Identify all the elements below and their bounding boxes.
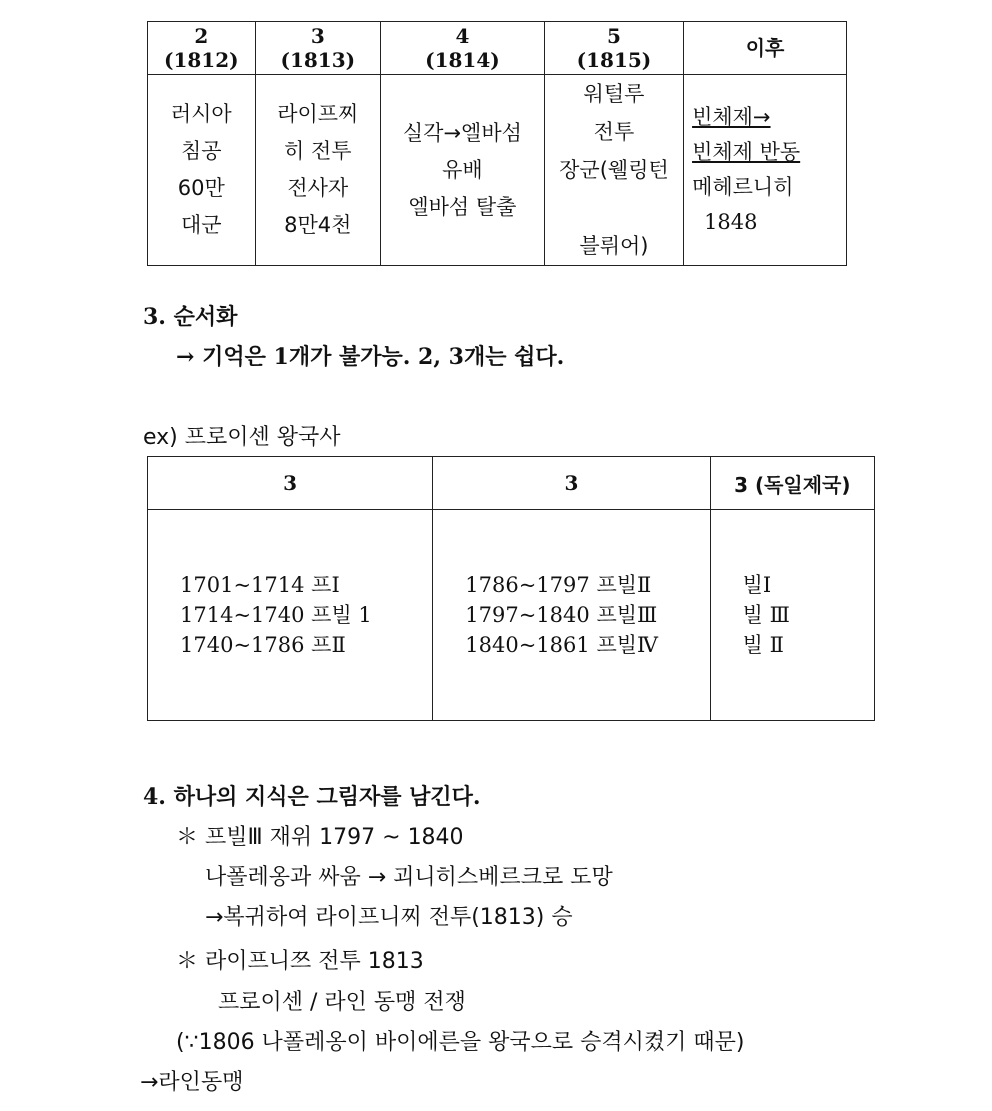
cell-1812 bbox=[148, 75, 256, 266]
cell-line: 1848 bbox=[704, 210, 758, 234]
note-line: 프로이센 / 라인 동맹 전쟁 bbox=[218, 990, 466, 1015]
header-cell bbox=[255, 22, 380, 75]
header-cell: 3 (독일제국) bbox=[710, 457, 874, 510]
header-year: (1815) bbox=[576, 48, 652, 72]
cell-line: 8만4천 bbox=[284, 213, 352, 237]
cell-line: 1714~1740 프빌 1 bbox=[180, 603, 372, 627]
cell-line: 1786~1797 프빌Ⅱ bbox=[465, 573, 652, 597]
cell-line: 워털루 bbox=[583, 82, 645, 106]
cell-line: 빌 Ⅱ bbox=[742, 633, 784, 657]
header-year: (1813) bbox=[280, 48, 356, 72]
cell-line: 전사자 bbox=[287, 176, 349, 200]
cell-line: 유배 bbox=[442, 157, 483, 182]
cell-line: 빌Ⅰ bbox=[742, 573, 772, 597]
section-heading: 3. 순서화 bbox=[143, 304, 238, 330]
reign-cell bbox=[710, 510, 874, 721]
cell-line: 러시아 bbox=[170, 102, 232, 126]
cell-line: 엘바섬 탈출 bbox=[408, 194, 517, 219]
note-line: ＊ 라이프니쯔 전투 1813 bbox=[176, 949, 424, 974]
table-row bbox=[148, 75, 847, 266]
cell-line: 라이프찌 bbox=[277, 102, 359, 126]
header-number: 5 bbox=[607, 24, 621, 48]
napoleon-timeline-table bbox=[147, 21, 847, 266]
header-cell bbox=[684, 22, 847, 75]
header-cell bbox=[148, 22, 256, 75]
note-line: →라인동맹 bbox=[140, 1070, 244, 1095]
table-header-row bbox=[148, 457, 875, 510]
header-cell: 3 bbox=[433, 457, 710, 510]
header-number: 2 bbox=[194, 24, 209, 48]
cell-line bbox=[545, 189, 683, 227]
header-number: 3 bbox=[310, 24, 325, 48]
table-row bbox=[148, 510, 875, 721]
cell-line: 1740~1786 프Ⅱ bbox=[180, 633, 346, 657]
header-cell bbox=[380, 22, 544, 75]
cell-line: 장군(웰링턴 bbox=[559, 158, 669, 182]
cell-line: 블뤼어) bbox=[579, 234, 649, 258]
header-number: 4 bbox=[455, 24, 470, 48]
note-line: 나폴레옹과 싸움 → 괴니히스베르크로 도망 bbox=[205, 865, 613, 890]
cell-line: 메헤르니히 bbox=[692, 175, 794, 199]
note-line: →복귀하여 라이프니찌 전투(1813) 승 bbox=[205, 905, 573, 930]
cell-line: 1840~1861 프빌Ⅳ bbox=[465, 633, 658, 657]
prussia-table bbox=[147, 456, 875, 721]
header-year: (1812) bbox=[164, 48, 239, 72]
cell-1815 bbox=[544, 75, 683, 266]
reign-cell bbox=[433, 510, 710, 721]
cell-line: 빌 Ⅲ bbox=[742, 603, 790, 627]
section-note: → 기억은 1개가 불가능. 2, 3개는 쉽다. bbox=[176, 344, 565, 370]
cell-line: 실각→엘바섬 bbox=[402, 120, 522, 145]
example-label: ex) 프로이센 왕국사 bbox=[143, 425, 341, 450]
cell-line: 1797~1840 프빌Ⅲ bbox=[465, 603, 658, 627]
cell-1814 bbox=[380, 75, 544, 266]
header-after: 이후 bbox=[745, 36, 785, 60]
cell-after bbox=[684, 75, 847, 266]
section-heading: 4. 하나의 지식은 그림자를 남긴다. bbox=[143, 784, 481, 810]
cell-1813 bbox=[255, 75, 380, 266]
header-cell: 3 bbox=[148, 457, 433, 510]
header-cell bbox=[544, 22, 683, 75]
cell-line: 1701~1714 프Ⅰ bbox=[180, 573, 340, 597]
cell-line: 빈체제→ bbox=[692, 105, 771, 129]
cell-line: 전투 bbox=[593, 120, 635, 144]
cell-line: 히 전투 bbox=[284, 139, 352, 163]
reign-cell bbox=[148, 510, 433, 721]
table-header-row bbox=[148, 22, 847, 75]
cell-line: 대군 bbox=[181, 213, 222, 237]
header-year: (1814) bbox=[425, 48, 500, 72]
cell-line: 60만 bbox=[177, 176, 225, 200]
cell-line: 빈체제 반동 bbox=[692, 140, 801, 164]
note-line: (∵1806 나폴레옹이 바이에른을 왕국으로 승격시켰기 때문) bbox=[176, 1030, 745, 1055]
note-line: ＊ 프빌Ⅲ 재위 1797 ~ 1840 bbox=[176, 825, 464, 850]
cell-line: 침공 bbox=[181, 139, 222, 163]
